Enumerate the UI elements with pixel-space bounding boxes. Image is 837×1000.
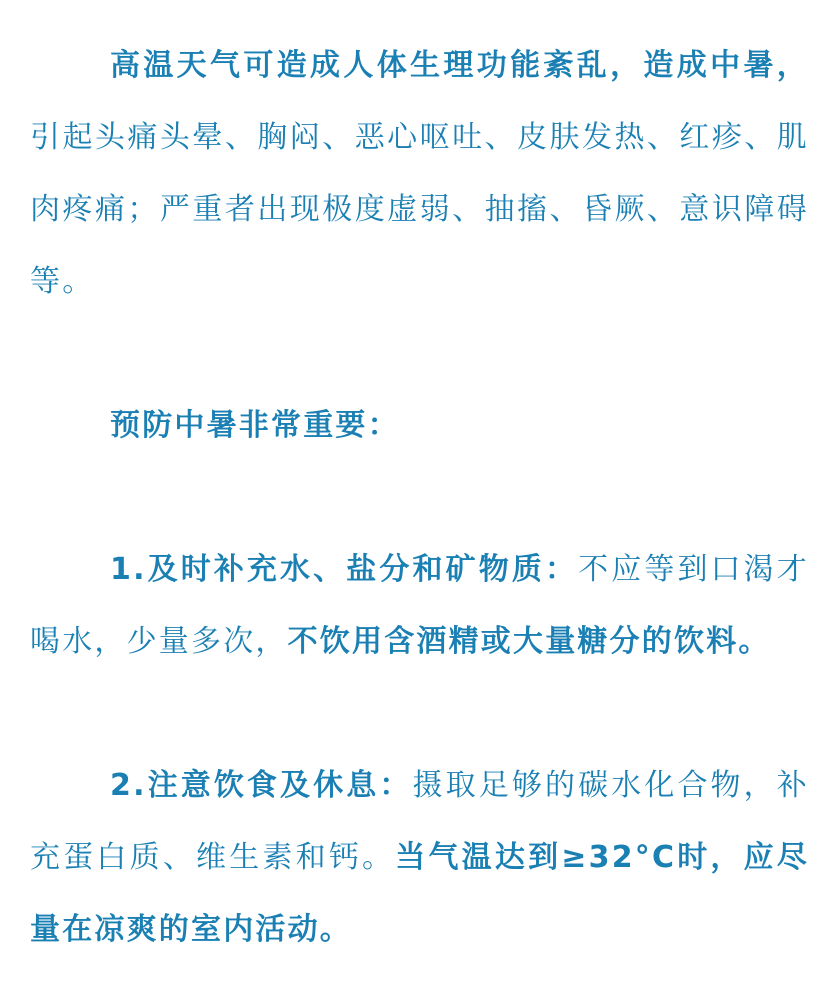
tip-1-text: 不应等到口渴才喝水，少量多次，	[30, 552, 809, 659]
tip-2-title: 2.注意饮食及休息：	[110, 768, 413, 803]
tip-1-title: 1.及时补充水、盐分和矿物质：	[110, 552, 579, 587]
spacer	[30, 462, 809, 534]
tip-2-text: 摄取足够的碳水化合物，补充蛋白质、维生素和钙。	[30, 768, 809, 875]
tip-2-emphasis: 当气温达到≥32°C时，应尽量在凉爽的室内活动。	[30, 840, 810, 947]
tip-1-emphasis: 不饮用含酒精或大量糖分的饮料。	[287, 624, 771, 659]
tip-paragraph-2	[30, 750, 809, 966]
spacer	[30, 318, 809, 390]
intro-rest: 引起头痛头晕、胸闷、恶心呕吐、皮肤发热、红疹、肌肉疼痛；严重者出现极度虚弱、抽搐、昏厥、意识障碍等。	[30, 120, 809, 299]
intro-paragraph	[30, 30, 809, 318]
intro-lead: 高温天气可造成人体生理功能紊乱，造成中暑，	[110, 48, 809, 83]
tip-paragraph-1	[30, 534, 809, 678]
prevention-heading: 预防中暑非常重要：	[110, 408, 400, 443]
spacer	[30, 678, 809, 750]
